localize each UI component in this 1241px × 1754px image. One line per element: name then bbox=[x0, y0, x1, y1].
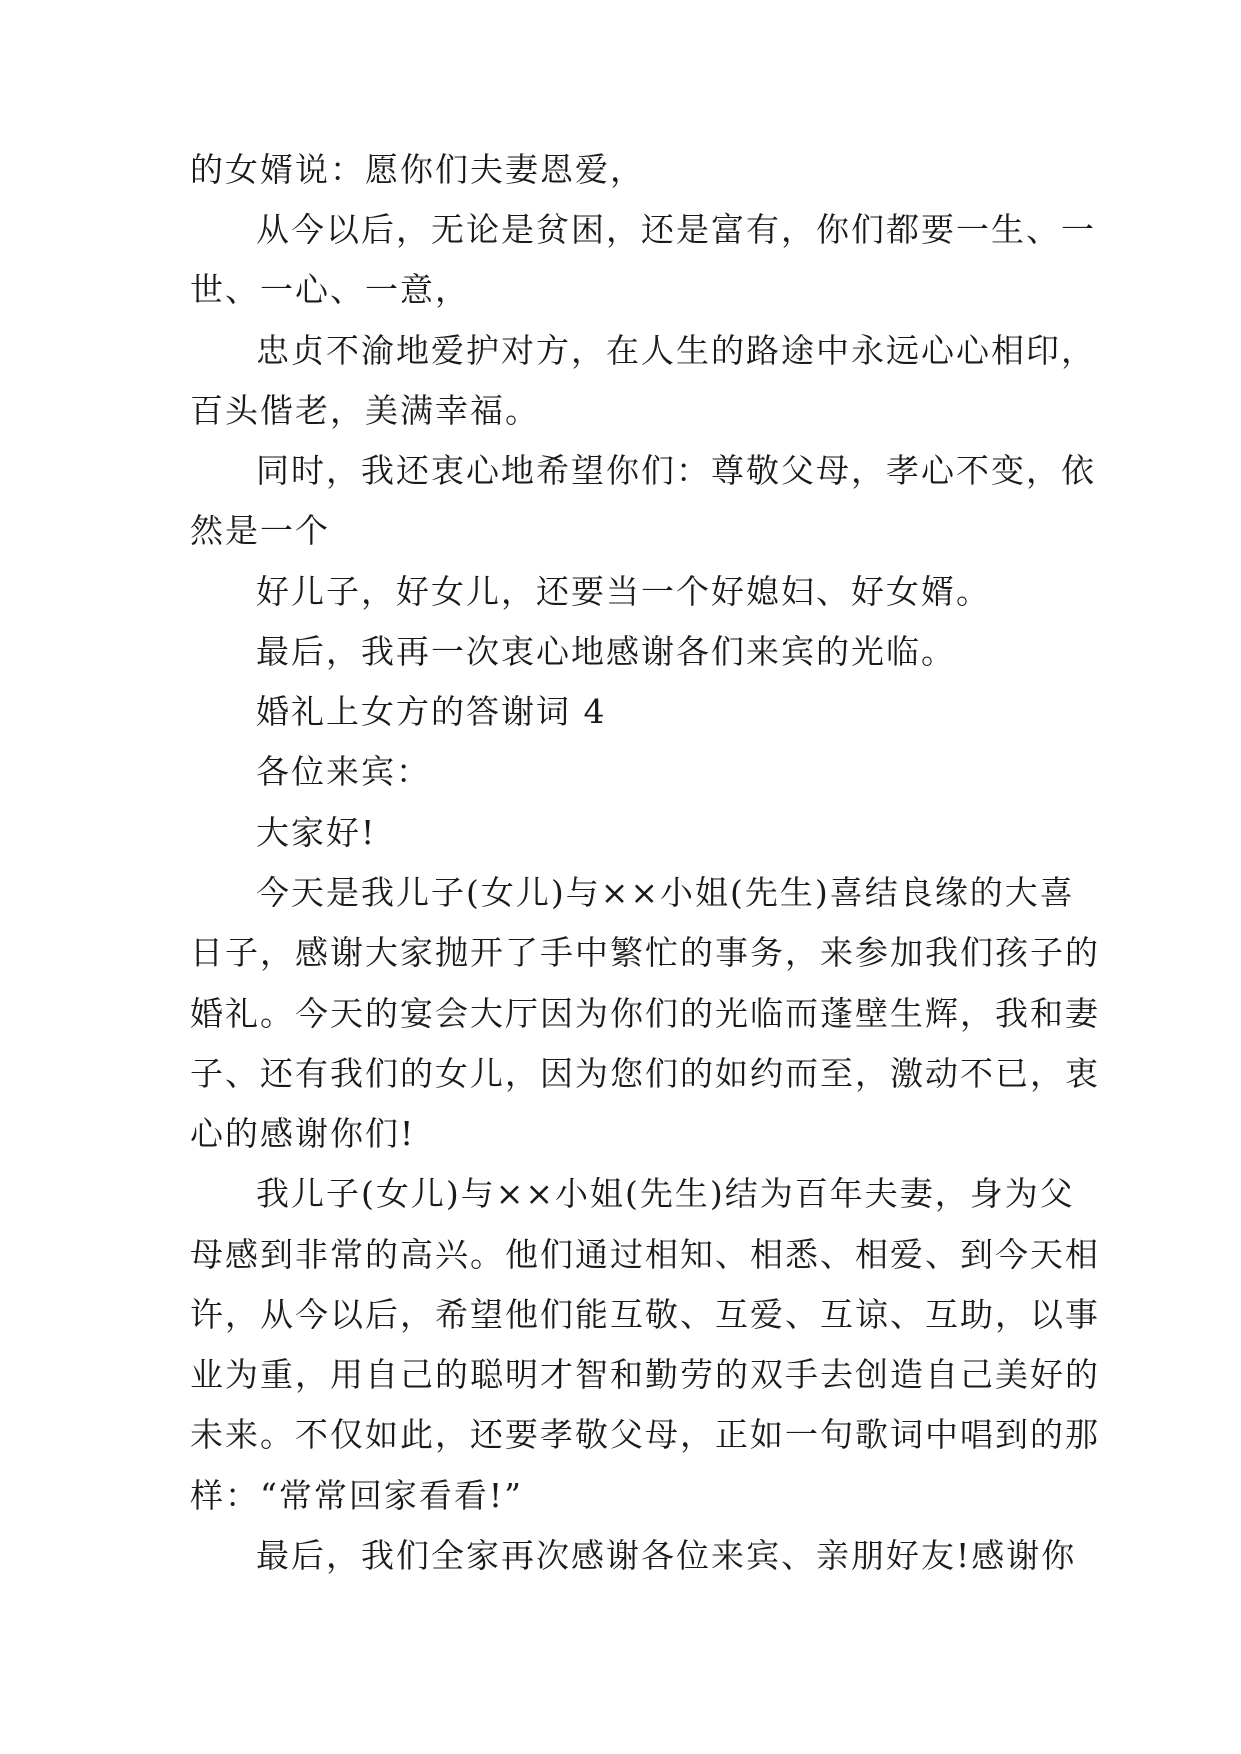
text-line: 同时，我还衷心地希望你们：尊敬父母，孝心不变，依 bbox=[256, 451, 1096, 490]
salutation: 各位来宾： bbox=[256, 752, 431, 791]
text-line: 今天是我儿子(女儿)与××小姐(先生)喜结良缘的大喜 bbox=[256, 873, 1075, 912]
text-line: 百头偕老，美满幸福。 bbox=[190, 391, 540, 430]
section-heading: 婚礼上女方的答谢词 4 bbox=[256, 692, 607, 731]
text-line: 业为重，用自己的聪明才智和勤劳的双手去创造自己美好的 bbox=[190, 1355, 1100, 1394]
text-line: 婚礼。今天的宴会大厅因为你们的光临而蓬壁生辉，我和妻 bbox=[190, 994, 1100, 1033]
text-line: 子、还有我们的女儿，因为您们的如约而至，激动不已，衷 bbox=[190, 1054, 1100, 1093]
text-line: 然是一个 bbox=[190, 511, 330, 550]
text-line: 母感到非常的高兴。他们通过相知、相悉、相爱、到今天相 bbox=[190, 1235, 1100, 1274]
text-line: 的女婿说：愿你们夫妻恩爱， bbox=[190, 150, 645, 189]
text-line: 世、一心、一意， bbox=[190, 270, 470, 309]
text-line: 从今以后，无论是贫困，还是富有，你们都要一生、一 bbox=[256, 210, 1096, 249]
text-line: 忠贞不渝地爱护对方，在人生的路途中永远心心相印， bbox=[256, 331, 1096, 370]
text-line: 最后，我再一次衷心地感谢各们来宾的光临。 bbox=[256, 632, 956, 671]
text-line: 未来。不仅如此，还要孝敬父母，正如一句歌词中唱到的那 bbox=[190, 1415, 1100, 1454]
text-line: 许，从今以后，希望他们能互敬、互爱、互谅、互助，以事 bbox=[190, 1295, 1100, 1334]
text-line: 最后，我们全家再次感谢各位来宾、亲朋好友!感谢你 bbox=[256, 1536, 1077, 1575]
greeting: 大家好! bbox=[256, 813, 377, 852]
text-line: 好儿子，好女儿，还要当一个好媳妇、好女婿。 bbox=[256, 572, 991, 611]
text-line: 日子，感谢大家抛开了手中繁忙的事务，来参加我们孩子的 bbox=[190, 933, 1100, 972]
text-line: 心的感谢你们! bbox=[190, 1114, 416, 1153]
text-line: 样：“常常回家看看!” bbox=[190, 1476, 524, 1515]
text-line: 我儿子(女儿)与××小姐(先生)结为百年夫妻，身为父 bbox=[256, 1174, 1075, 1213]
